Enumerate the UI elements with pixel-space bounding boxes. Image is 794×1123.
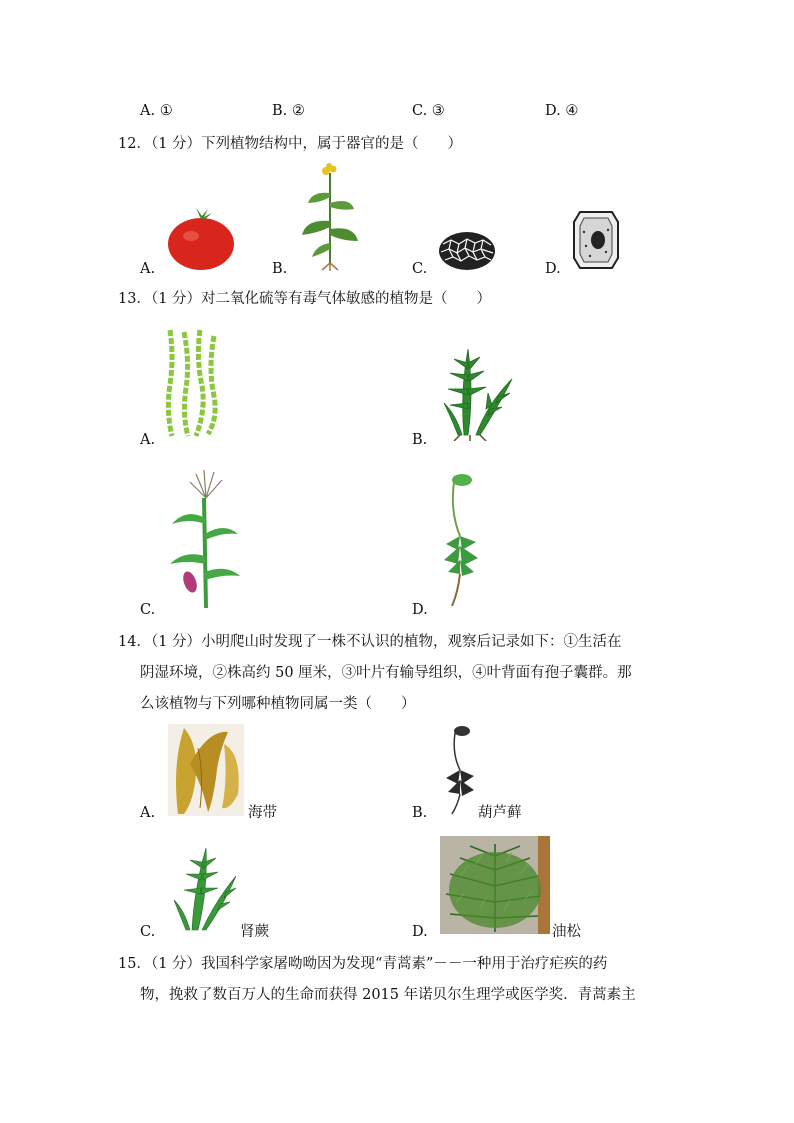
- moss-icon: [438, 472, 486, 612]
- q11-option-b: B. ②: [272, 103, 305, 119]
- q11-option-c: C. ③: [412, 103, 445, 119]
- q14-option-d-name: 油松: [552, 924, 581, 940]
- algae-filaments-icon: [162, 328, 222, 438]
- q13-option-a-label: A.: [140, 432, 156, 448]
- q11-option-a: A. ①: [140, 103, 173, 119]
- q15-stem-line-2: 物，挽救了数百万人的生命而获得 2015 年诺贝尔生理学或医学奖．青蒿素主: [140, 987, 636, 1003]
- q11-option-d: D. ④: [545, 103, 579, 119]
- tomato-icon: [164, 208, 238, 272]
- moss-photo-icon: [440, 724, 480, 816]
- q15-stem-line-1: 15．（1 分）我国科学家屠呦呦因为发现“青蒿素”－－一种用于治疗疟疾的药: [118, 956, 608, 972]
- q14-option-c-label: C.: [140, 924, 156, 940]
- pine-photo-icon: [440, 836, 550, 934]
- q14-option-b-label: B.: [412, 805, 428, 821]
- q14-stem-line-3: 么该植物与下列哪种植物同属一类（ ）: [140, 696, 416, 712]
- q13-stem: 13．（1 分）对二氧化硫等有毒气体敏感的植物是（ ）: [118, 291, 492, 307]
- flowering-plant-icon: [298, 163, 362, 271]
- q14-stem-line-1: 14．（1 分）小明爬山时发现了一株不认识的植物，观察后记录如下：①生活在: [118, 634, 622, 650]
- q13-option-c-label: C.: [140, 602, 156, 618]
- q12-option-d-label: D.: [545, 261, 561, 277]
- tissue-cells-icon: [437, 230, 497, 272]
- corn-plant-icon: [166, 468, 242, 612]
- fern-icon: [440, 343, 520, 441]
- q14-option-d-label: D.: [412, 924, 428, 940]
- fern-photo-icon: [172, 844, 238, 934]
- q14-stem-line-2: 阴湿环境，②株高约 50 厘米，③叶片有输导组织，④叶背面有孢子囊群。那: [140, 665, 632, 681]
- kelp-icon: [168, 724, 244, 816]
- q14-option-b-name: 葫芦藓: [478, 805, 522, 821]
- q14-option-c-name: 肾蕨: [240, 924, 269, 940]
- q13-option-b-label: B.: [412, 432, 428, 448]
- q14-option-a-name: 海带: [248, 805, 277, 821]
- plant-cell-icon: [570, 208, 622, 272]
- q14-option-a-label: A.: [140, 805, 156, 821]
- q13-option-d-label: D.: [412, 602, 428, 618]
- q12-option-b-label: B.: [272, 261, 288, 277]
- q12-option-a-label: A.: [140, 261, 156, 277]
- q12-option-c-label: C.: [412, 261, 428, 277]
- q12-stem: 12．（1 分）下列植物结构中，属于器官的是（ ）: [118, 136, 463, 152]
